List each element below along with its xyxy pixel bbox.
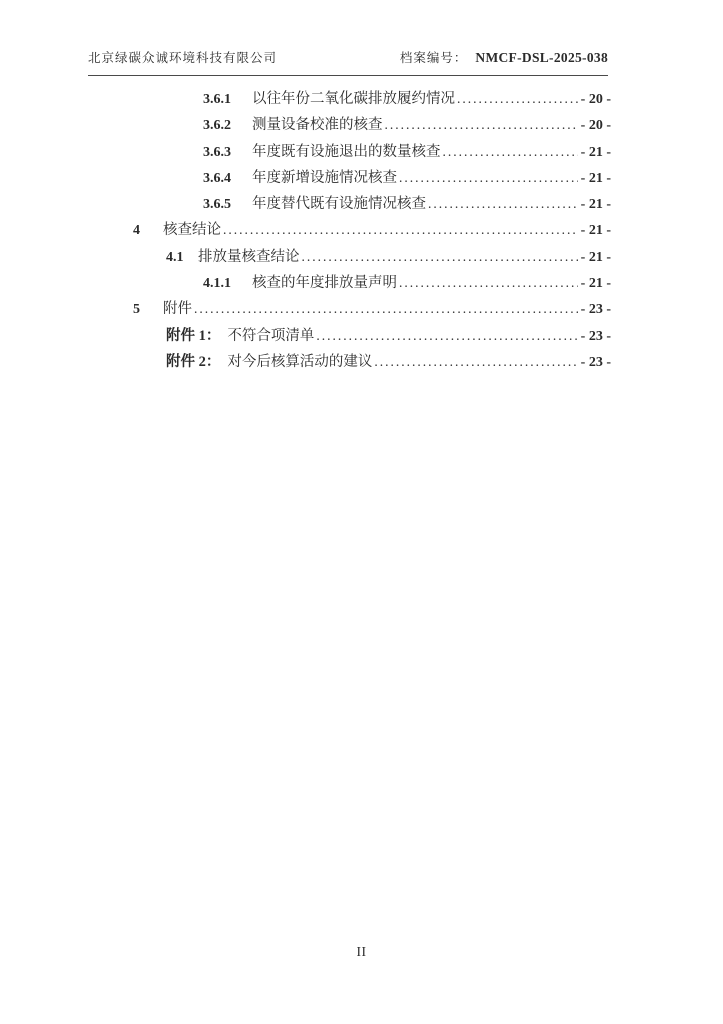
toc-entry-number: 3.6.1 [203, 92, 231, 107]
toc-entry-number: 3.6.5 [203, 197, 231, 213]
dot-leader [443, 139, 578, 165]
dot-leader [316, 323, 577, 349]
dot-leader [385, 112, 578, 138]
toc-entry-title: 附件 [163, 301, 192, 318]
dot-leader [374, 349, 577, 375]
toc-entry-number: 4.1.1 [203, 276, 231, 292]
toc-entry-title: 核查结论 [163, 222, 221, 239]
toc-entry-title: 年度替代既有设施情况核查 [252, 196, 426, 213]
toc-entry-4-1-1[interactable] [88, 270, 611, 296]
page-header [88, 48, 608, 76]
toc-entry-page: - 20 - [580, 92, 611, 107]
toc-entry-number: 4 [133, 223, 140, 239]
toc-entry-page: - 21 - [580, 197, 611, 213]
toc-entry-page: - 21 - [580, 144, 611, 160]
toc-entry-title: 测量设备校准的核查 [252, 117, 383, 134]
toc-entry-title: 排放量核查结论 [198, 248, 300, 265]
dot-leader [194, 296, 578, 322]
dot-leader [223, 217, 578, 243]
archive-number-label: 档案编号： [399, 51, 468, 65]
toc-entry-4[interactable] [88, 217, 611, 243]
dot-leader [428, 191, 578, 217]
toc-entry-title: 对今后核算活动的建议 [227, 353, 373, 370]
dot-leader [302, 244, 578, 270]
toc-entry-annex-2[interactable] [88, 349, 611, 375]
toc-entry-title: 年度既有设施退出的数量核查 [252, 143, 441, 160]
toc-entry-annex-1[interactable] [88, 323, 611, 349]
toc-entry-5[interactable] [88, 296, 611, 322]
toc-entry-title: 年度新增设施情况核查 [252, 169, 397, 186]
table-of-contents [88, 86, 611, 375]
toc-entry-page: - 20 - [580, 118, 611, 134]
toc-entry-3-6-4[interactable] [88, 165, 611, 191]
toc-entry-number: 3.6.2 [203, 118, 231, 134]
toc-entry-3-6-3[interactable] [88, 139, 611, 165]
toc-entry-3-6-5[interactable] [88, 191, 611, 217]
toc-entry-number: 附件 1： [166, 327, 221, 344]
dot-leader [457, 86, 578, 112]
toc-entry-number: 3.6.3 [203, 144, 231, 160]
toc-entry-3-6-2[interactable] [88, 112, 611, 138]
company-name: 北京绿碳众诚环境科技有限公司 [88, 51, 278, 65]
toc-entry-number: 4.1 [166, 249, 184, 265]
page-footer [0, 944, 723, 960]
archive-number [400, 48, 608, 66]
archive-number-value: NMCF-DSL-2025-038 [475, 50, 608, 65]
toc-entry-3-6-1[interactable] [88, 86, 611, 112]
toc-entry-number: 5 [133, 302, 140, 318]
toc-entry-number: 附件 2： [166, 353, 221, 370]
toc-entry-page: - 21 - [580, 249, 611, 265]
toc-entry-title: 以往年份二氧化碳排放履约情况 [252, 91, 455, 107]
toc-entry-page: - 23 - [580, 354, 611, 370]
dot-leader [399, 165, 578, 191]
toc-entry-page: - 21 - [580, 223, 611, 239]
toc-entry-title: 不符合项清单 [227, 327, 315, 344]
toc-entry-title: 核查的年度排放量声明 [252, 275, 397, 292]
toc-entry-page: - 23 - [580, 302, 611, 318]
toc-entry-page: - 23 - [580, 328, 611, 344]
toc-entry-page: - 21 - [580, 276, 611, 292]
page-number: II [356, 944, 367, 959]
dot-leader [399, 270, 578, 296]
toc-entry-number: 3.6.4 [203, 170, 231, 186]
toc-entry-page: - 21 - [580, 170, 611, 186]
toc-entry-4-1[interactable] [88, 244, 611, 270]
